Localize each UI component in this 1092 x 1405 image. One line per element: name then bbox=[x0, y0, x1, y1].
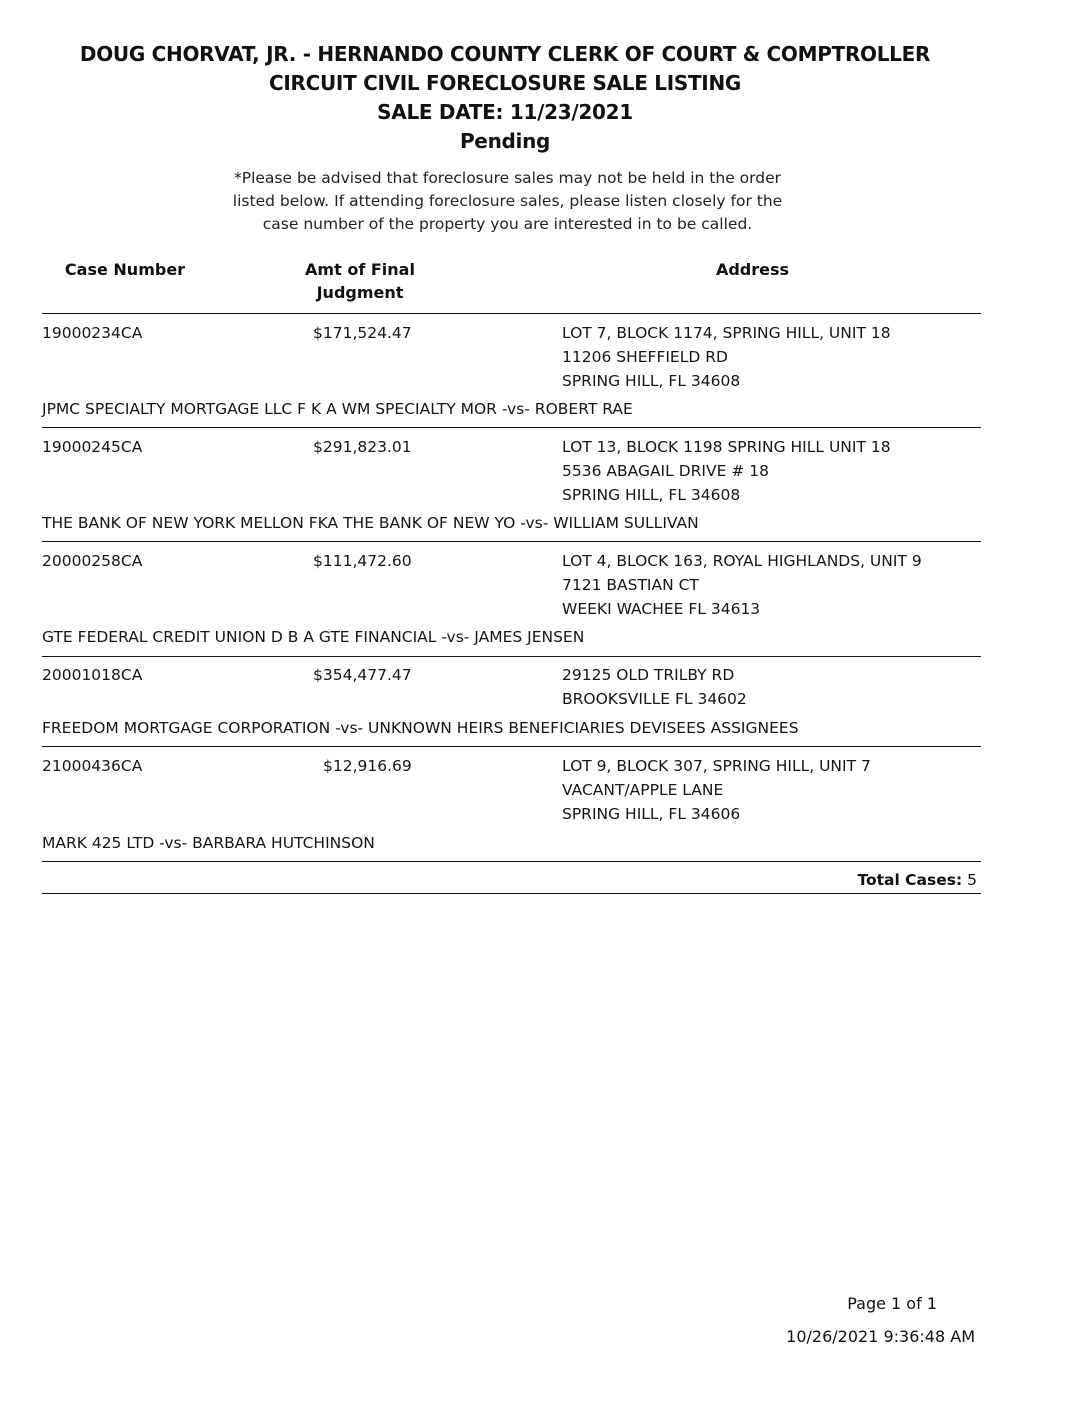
clerk-title: DOUG CHORVAT, JR. - HERNANDO COUNTY CLERK OF COURT & COMPTROLLER bbox=[79, 42, 931, 66]
column-header-amount-line: Judgment bbox=[316, 283, 404, 302]
row-divider bbox=[42, 746, 981, 747]
property-address bbox=[562, 663, 747, 711]
notice-line: listed below. If attending foreclosure sales, please listen closely for the bbox=[232, 192, 783, 210]
column-header-address: Address bbox=[715, 260, 790, 279]
address-line: 5536 ABAGAIL DRIVE # 18 bbox=[562, 462, 769, 480]
total-cases-value: 5 bbox=[967, 871, 977, 889]
address-line: SPRING HILL, FL 34606 bbox=[562, 805, 741, 823]
address-line: 29125 OLD TRILBY RD bbox=[562, 666, 735, 684]
judgment-amount: $111,472.60 bbox=[313, 552, 412, 570]
row-divider bbox=[42, 861, 981, 862]
row-divider bbox=[42, 427, 981, 428]
judgment-amount: $171,524.47 bbox=[313, 324, 412, 342]
address-line: LOT 13, BLOCK 1198 SPRING HILL UNIT 18 bbox=[562, 438, 891, 456]
judgment-amount: $354,477.47 bbox=[313, 666, 412, 684]
status-label: Pending bbox=[459, 129, 551, 153]
sale-date: SALE DATE: 11/23/2021 bbox=[377, 100, 633, 124]
case-number: 19000245CA bbox=[42, 438, 143, 456]
header-divider bbox=[42, 313, 981, 314]
sale-notice bbox=[225, 167, 790, 236]
address-line: LOT 4, BLOCK 163, ROYAL HIGHLANDS, UNIT 9 bbox=[562, 552, 922, 570]
property-address bbox=[562, 754, 871, 826]
case-parties: MARK 425 LTD -vs- BARBARA HUTCHINSON bbox=[42, 834, 375, 852]
column-header-case-number: Case Number bbox=[64, 260, 186, 279]
property-address bbox=[562, 435, 891, 507]
row-divider bbox=[42, 656, 981, 657]
property-address bbox=[562, 321, 891, 393]
address-line: 11206 SHEFFIELD RD bbox=[562, 348, 728, 366]
case-parties: FREEDOM MORTGAGE CORPORATION -vs- UNKNOWN HEIRS BENEFICIARIES DEVISEES ASSIGNEES bbox=[42, 719, 799, 737]
document-header bbox=[0, 40, 1010, 156]
address-line: SPRING HILL, FL 34608 bbox=[562, 372, 741, 390]
listing-title: CIRCUIT CIVIL FORECLOSURE SALE LISTING bbox=[268, 71, 742, 95]
address-line: BROOKSVILLE FL 34602 bbox=[562, 690, 747, 708]
address-line: LOT 7, BLOCK 1174, SPRING HILL, UNIT 18 bbox=[562, 324, 891, 342]
case-parties: JPMC SPECIALTY MORTGAGE LLC F K A WM SPECIALTY MOR -vs- ROBERT RAE bbox=[42, 400, 633, 418]
property-address bbox=[562, 549, 922, 621]
row-divider bbox=[42, 541, 981, 542]
case-number: 20001018CA bbox=[42, 666, 143, 684]
case-parties: GTE FEDERAL CREDIT UNION D B A GTE FINANCIAL -vs- JAMES JENSEN bbox=[42, 628, 585, 646]
address-line: 7121 BASTIAN CT bbox=[562, 576, 699, 594]
total-cases bbox=[857, 868, 977, 892]
column-header-amount-line: Amt of Final bbox=[305, 260, 415, 279]
total-cases-label: Total Cases: bbox=[857, 871, 963, 889]
notice-line: *Please be advised that foreclosure sales may not be held in the order bbox=[233, 169, 781, 187]
address-line: LOT 9, BLOCK 307, SPRING HILL, UNIT 7 bbox=[562, 757, 871, 775]
case-number: 19000234CA bbox=[42, 324, 143, 342]
judgment-amount: $291,823.01 bbox=[313, 438, 412, 456]
case-number: 21000436CA bbox=[42, 757, 143, 775]
page-number: Page 1 of 1 bbox=[847, 1294, 937, 1313]
address-line: VACANT/APPLE LANE bbox=[562, 781, 724, 799]
judgment-amount: $12,916.69 bbox=[323, 757, 412, 775]
case-parties: THE BANK OF NEW YORK MELLON FKA THE BANK OF NEW YO -vs- WILLIAM SULLIVAN bbox=[42, 514, 699, 532]
address-line: WEEKI WACHEE FL 34613 bbox=[562, 600, 761, 618]
address-line: SPRING HILL, FL 34608 bbox=[562, 486, 741, 504]
total-divider bbox=[42, 893, 981, 894]
case-number: 20000258CA bbox=[42, 552, 143, 570]
column-header-amount bbox=[285, 258, 435, 304]
print-timestamp: 10/26/2021 9:36:48 AM bbox=[786, 1327, 975, 1346]
notice-line: case number of the property you are interested in to be called. bbox=[262, 215, 753, 233]
